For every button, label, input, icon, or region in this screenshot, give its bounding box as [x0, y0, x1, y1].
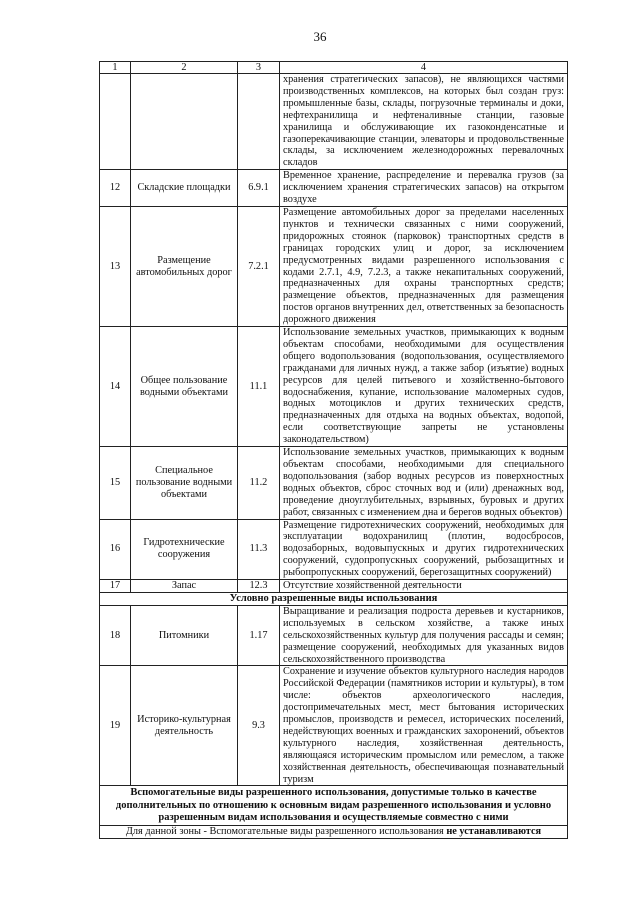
auxiliary-section-heading: Вспомогательные виды разрешенного использования, допустимые только в качестве дополнительных по отношению к основным видам разрешенного использования и условно разрешенным видам использования и осуществляемые совместно с ними: [100, 786, 568, 826]
continuation-row: [100, 74, 568, 170]
auxiliary-note-text: Для данной зоны - Вспомогательные виды разрешенного использования: [125, 826, 447, 838]
use-code: [238, 74, 280, 170]
use-name: Специальное пользование водными объектами: [131, 447, 238, 519]
row-number: 18: [100, 605, 131, 666]
column-header-row: [100, 62, 568, 74]
row-number: 13: [100, 206, 131, 326]
use-code: 11.3: [238, 519, 280, 580]
use-code: 9.3: [238, 666, 280, 786]
column-header-1: 1: [100, 62, 131, 74]
land-use-table: [99, 61, 568, 839]
auxiliary-section-heading-row: [100, 786, 568, 826]
table-row: [100, 327, 568, 447]
use-code: 6.9.1: [238, 170, 280, 207]
use-description: Выращивание и реализация подроста деревьев и кустарников, используемых в сельском хозяйстве, а также иных сельскохозяйственных культур для получения рассады и семян; размещение сооружений, необходимых для указанных видов сельскохозяйственного производства: [280, 605, 568, 666]
use-code: 11.2: [238, 447, 280, 519]
use-description: Временное хранение, распределение и перевалка грузов (за исключением хранения стратегических запасов) на открытом воздухе: [280, 170, 568, 207]
use-description: Сохранение и изучение объектов культурного наследия народов Российской Федерации (памятников истории и культуры), в том числе: объектов археологического наследия, достопримечательных мест, мест бытования исторических промыслов, производств и ремесел, исторических поселений, недействующих военных и гражданских захоронений, объектов культурного наследия, хозяйственная деятельность, являющаяся историческим промыслом или ремеслом, а также хозяйственная деятельность, обеспечивающая познавательный туризм: [280, 666, 568, 786]
auxiliary-note: [100, 826, 568, 839]
use-code: 11.1: [238, 327, 280, 447]
column-header-2: 2: [131, 62, 238, 74]
use-description: Использование земельных участков, примыкающих к водным объектам способами, необходимыми для специального водопользования (забор водных ресурсов из поверхностных водных объектов, сброс сточных вод и (или) дренажных вод, проведение дноуглубительных, взрывных, буровых и других работ, связанных с изменением дна и берегов водных объектов): [280, 447, 568, 519]
use-code: 7.2.1: [238, 206, 280, 326]
use-code: 1.17: [238, 605, 280, 666]
use-name: Складские площадки: [131, 170, 238, 207]
row-number: 14: [100, 327, 131, 447]
table-row: [100, 519, 568, 580]
use-code: 12.3: [238, 580, 280, 593]
table-row: [100, 170, 568, 207]
auxiliary-note-row: [100, 826, 568, 839]
conditional-section-heading: Условно разрешенные виды использования: [100, 592, 568, 605]
conditional-section-heading-row: [100, 592, 568, 605]
use-description: хранения стратегических запасов), не являющихся частями производственных комплексов, на которых был создан груз: промышленные базы, склады, погрузочные терминалы и доки, нефтехранилища и нефтеналивные станции, газовые хранилища и обслуживающие их газоконденсатные и газоперекачивающие станции, элеваторы и продовольственные склады, за исключением железнодорожных перевалочных складов: [280, 74, 568, 170]
use-name: [131, 74, 238, 170]
use-description: Использование земельных участков, примыкающих к водным объектам способами, необходимыми для осуществления общего водопользования (водопользования, осуществляемого гражданами для личных нужд, а также забор (изъятие) водных ресурсов для целей питьевого и хозяйственно-бытового водоснабжения, купание, использование маломерных судов, водных мотоциклов и других технических средств, предназначенных для отдыха на водных объектах, водопой, если соответствующие запреты не установлены законодательством): [280, 327, 568, 447]
row-number: 16: [100, 519, 131, 580]
use-description: Отсутствие хозяйственной деятельности: [280, 580, 568, 593]
row-number: 12: [100, 170, 131, 207]
use-description: Размещение автомобильных дорог за пределами населенных пунктов и технически связанных с ними сооружений, придорожных стоянок (парковок) транспортных средств в границах городских улиц и дорог, за исключением предусмотренных видами разрешенного использования с кодами 2.7.1, 4.9, 7.2.3, а также некапитальных сооружений, предназначенных для охраны транспортных средств; размещение объектов, предназначенных для размещения постов органов внутренних дел, ответственных за безопасность дорожного движения: [280, 206, 568, 326]
table-row: [100, 605, 568, 666]
use-name: Запас: [131, 580, 238, 593]
use-name: Размещение автомобильных дорог: [131, 206, 238, 326]
auxiliary-note-emphasis: не устанавливаются: [446, 826, 542, 838]
column-header-4: 4: [280, 62, 568, 74]
row-number: [100, 74, 131, 170]
table-row: [100, 580, 568, 593]
use-name: Гидротехнические сооружения: [131, 519, 238, 580]
row-number: 15: [100, 447, 131, 519]
page-number: 36: [313, 29, 327, 44]
row-number: 19: [100, 666, 131, 786]
table-row: [100, 666, 568, 786]
use-description: Размещение гидротехнических сооружений, необходимых для эксплуатации водохранилищ (плотин, водосбросов, водозаборных, водовыпускных и других гидротехнических сооружений, судопропускных сооружений, рыбозащитных и рыбопропускных сооружений, берегозащитных сооружений): [280, 519, 568, 580]
use-name: Питомники: [131, 605, 238, 666]
column-header-3: 3: [238, 62, 280, 74]
table-row: [100, 206, 568, 326]
use-name: Общее пользование водными объектами: [131, 327, 238, 447]
use-name: Историко-культурная деятельность: [131, 666, 238, 786]
table-row: [100, 447, 568, 519]
row-number: 17: [100, 580, 131, 593]
